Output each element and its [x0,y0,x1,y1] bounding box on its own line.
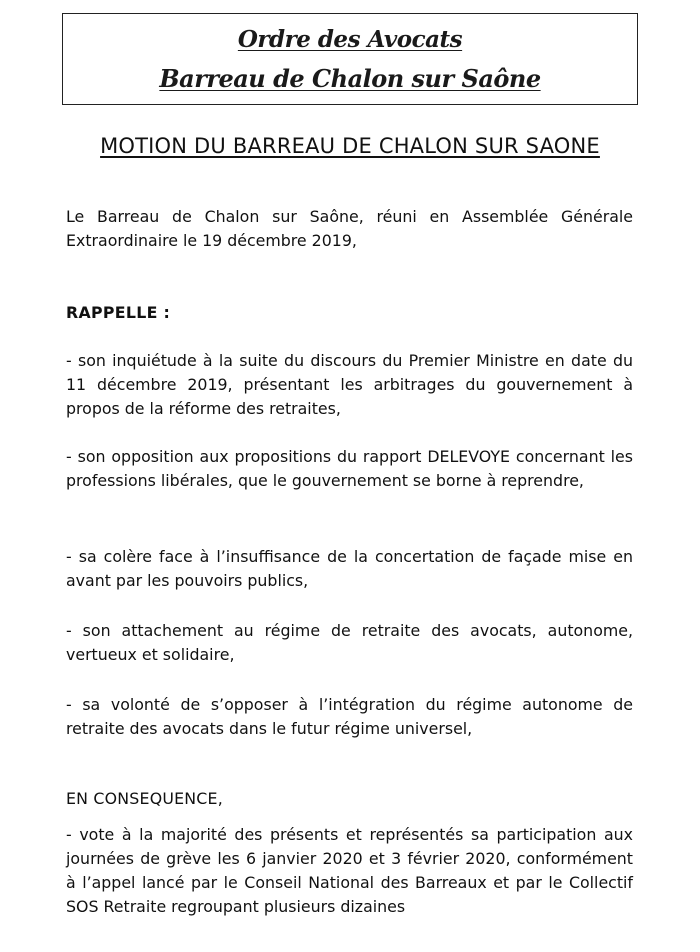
rappelle-item-attachement: - son attachement au régime de retraite des avocats, autonome, vertueux et solidaire, [66,621,633,664]
consequence-heading: EN CONSEQUENCE, [66,789,223,808]
rappelle-item-opposition: - son opposition aux propositions du rapport DELEVOYE concernant les professions libérales, que le gouvernement se borne à reprendre, [66,447,633,490]
rappelle-item-colere: - sa colère face à l’insuffisance de la concertation de façade mise en avant par les pouvoirs publics, [66,547,633,590]
rappelle-item-volonte: - sa volonté de s’opposer à l’intégration du régime autonome de retraite des avocats dans le futur régime universel, [66,695,633,738]
letterhead-order-name: Ordre des Avocats [237,26,463,53]
rappelle-heading: RAPPELLE : [66,303,171,322]
rappelle-item-inquietude: - son inquiétude à la suite du discours du Premier Ministre en date du 11 décembre 2019, présentant les arbitrages du gouvernement à propos de la réforme des retraites, [66,351,633,418]
letterhead-bar-name: Barreau de Chalon sur Saône [159,64,541,93]
letterhead-box [62,13,638,105]
document-title: MOTION DU BARREAU DE CHALON SUR SAONE [100,134,600,158]
consequence-item-vote: - vote à la majorité des présents et représentés sa participation aux journées de grève les 6 janvier 2020 et 3 février 2020, conformément à l’appel lancé par le Conseil National des Barreaux et par le Collectif SOS Retraite regroupant plusieurs dizaines [66,825,633,916]
intro-paragraph: Le Barreau de Chalon sur Saône, réuni en Assemblée Générale Extraordinaire le 19 décembre 2019, [66,207,633,250]
